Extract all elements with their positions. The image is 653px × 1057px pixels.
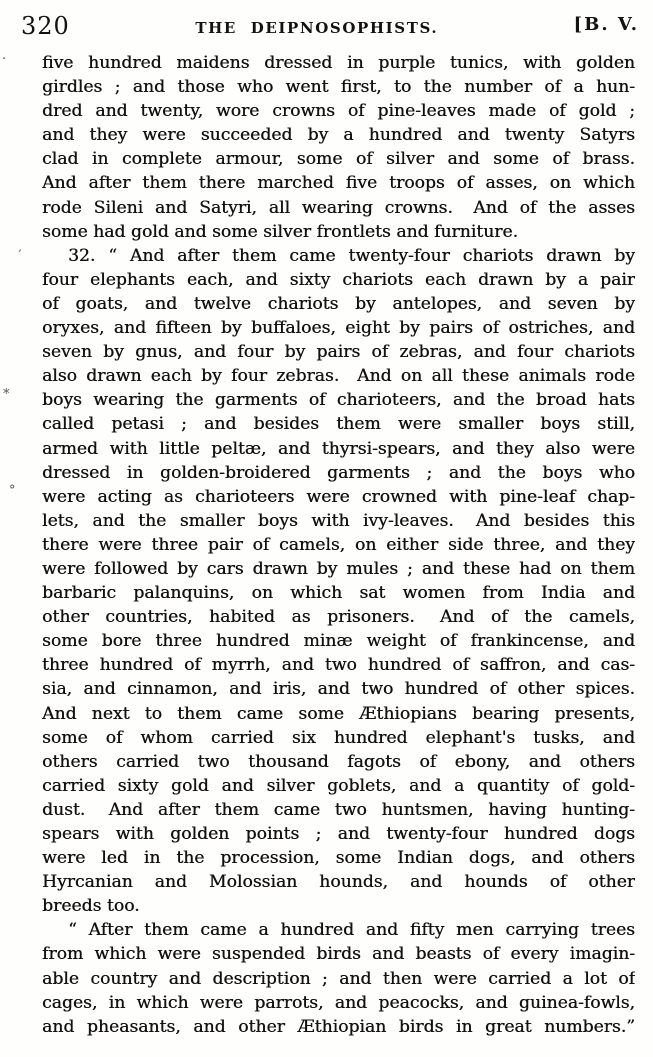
text-line: dred and twenty, wore crowns of pine-leaves made of gold ; — [42, 101, 635, 122]
text-line: rode Sileni and Satyri, all wearing crowns. And of the asses — [42, 197, 635, 218]
text-line: cages, in which were parrots, and peacocks, and guinea-fowls, — [42, 992, 635, 1013]
text-line: some of whom carried six hundred elephant's tusks, and — [42, 727, 635, 748]
text-line: armed with little peltæ, and thyrsi-spears, and they also were — [42, 438, 635, 459]
text-line: barbaric palanquins, on which sat women from India and — [42, 583, 635, 604]
text-line: some had gold and some silver frontlets and furniture. — [42, 221, 519, 242]
text-line: dressed in golden-broidered garments ; and the boys who — [42, 462, 635, 483]
text-line: were led in the procession, some Indian dogs, and others — [42, 848, 635, 869]
text-line: were acting as charioteers were crowned with pine-leaf chap- — [42, 486, 635, 507]
page-header — [0, 0, 653, 46]
running-title: THE DEIPNOSOPHISTS. — [195, 19, 439, 37]
text-line: three hundred of myrrh, and two hundred of saffron, and cas- — [42, 655, 635, 676]
text-line: were followed by cars drawn by mules ; and these had on them — [42, 558, 635, 579]
text-line: four elephants each, and sixty chariots each drawn by a pair — [42, 269, 635, 290]
scan-artifact-mark: * — [3, 387, 10, 402]
text-line: breeds too. — [42, 896, 140, 917]
text-line: there were three pair of camels, on either side three, and they — [42, 534, 635, 555]
text-line: some bore three hundred minæ weight of frankincense, and — [42, 631, 635, 652]
text-line: others carried two thousand fagots of ebony, and others — [42, 751, 635, 772]
scan-artifact-mark: ° — [9, 483, 16, 498]
scan-artifact-mark: ´ — [16, 249, 23, 264]
text-line: and they were succeeded by a hundred and twenty Satyrs — [42, 125, 635, 146]
text-line: seven by gnus, and four by pairs of zebras, and four chariots — [42, 342, 635, 363]
text-line: 32. “ And after them came twenty-four chariots drawn by — [68, 245, 635, 266]
text-line: other countries, habited as prisoners. And of the camels, — [42, 607, 635, 628]
text-line: clad in complete armour, some of silver and some of brass. — [42, 149, 635, 170]
text-line: spears with golden points ; and twenty-four hundred dogs — [42, 824, 635, 844]
text-line: oryxes, and fifteen by buffaloes, eight by pairs of ostriches, and — [42, 318, 635, 339]
text-line: of goats, and twelve chariots by antelopes, and seven by — [42, 293, 635, 314]
text-line: dust. And after them came two huntsmen, having hunting- — [42, 799, 635, 820]
text-line: “ After them came a hundred and fifty men carrying trees — [68, 920, 635, 941]
text-line: girdles ; and those who went first, to the number of a hun- — [42, 77, 635, 98]
text-line: boys wearing the garments of charioteers, and the broad hats — [42, 390, 635, 411]
text-line: sia, and cinnamon, and iris, and two hundred of other spices. — [42, 679, 635, 700]
page-body — [42, 51, 635, 1039]
text-line: from which were suspended birds and beasts of every imagin- — [42, 944, 635, 965]
text-line: and pheasants, and other Æthiopian birds in great numbers.” — [42, 1016, 635, 1037]
text-line: lets, and the smaller boys with ivy-leaves. And besides this — [42, 510, 635, 531]
text-line: And next to them came some Æthiopians bearing presents, — [42, 703, 635, 724]
text-line: And after them there marched five troops of asses, on which — [42, 173, 635, 194]
page-number: 320 — [21, 12, 70, 40]
book-volume-reference: [B. V. — [573, 14, 639, 35]
text-line: also drawn each by four zebras. And on all these animals rode — [42, 366, 635, 387]
text-line: carried sixty gold and silver goblets, and a quantity of gold- — [42, 775, 635, 796]
text-line: five hundred maidens dressed in purple tunics, with golden — [42, 53, 635, 73]
scan-artifact-mark: . — [2, 48, 7, 63]
text-line: called petasi ; and besides them were smaller boys still, — [42, 414, 635, 435]
text-line: able country and description ; and then were carried a lot of — [42, 968, 635, 989]
text-line: Hyrcanian and Molossian hounds, and hounds of other — [42, 872, 635, 893]
